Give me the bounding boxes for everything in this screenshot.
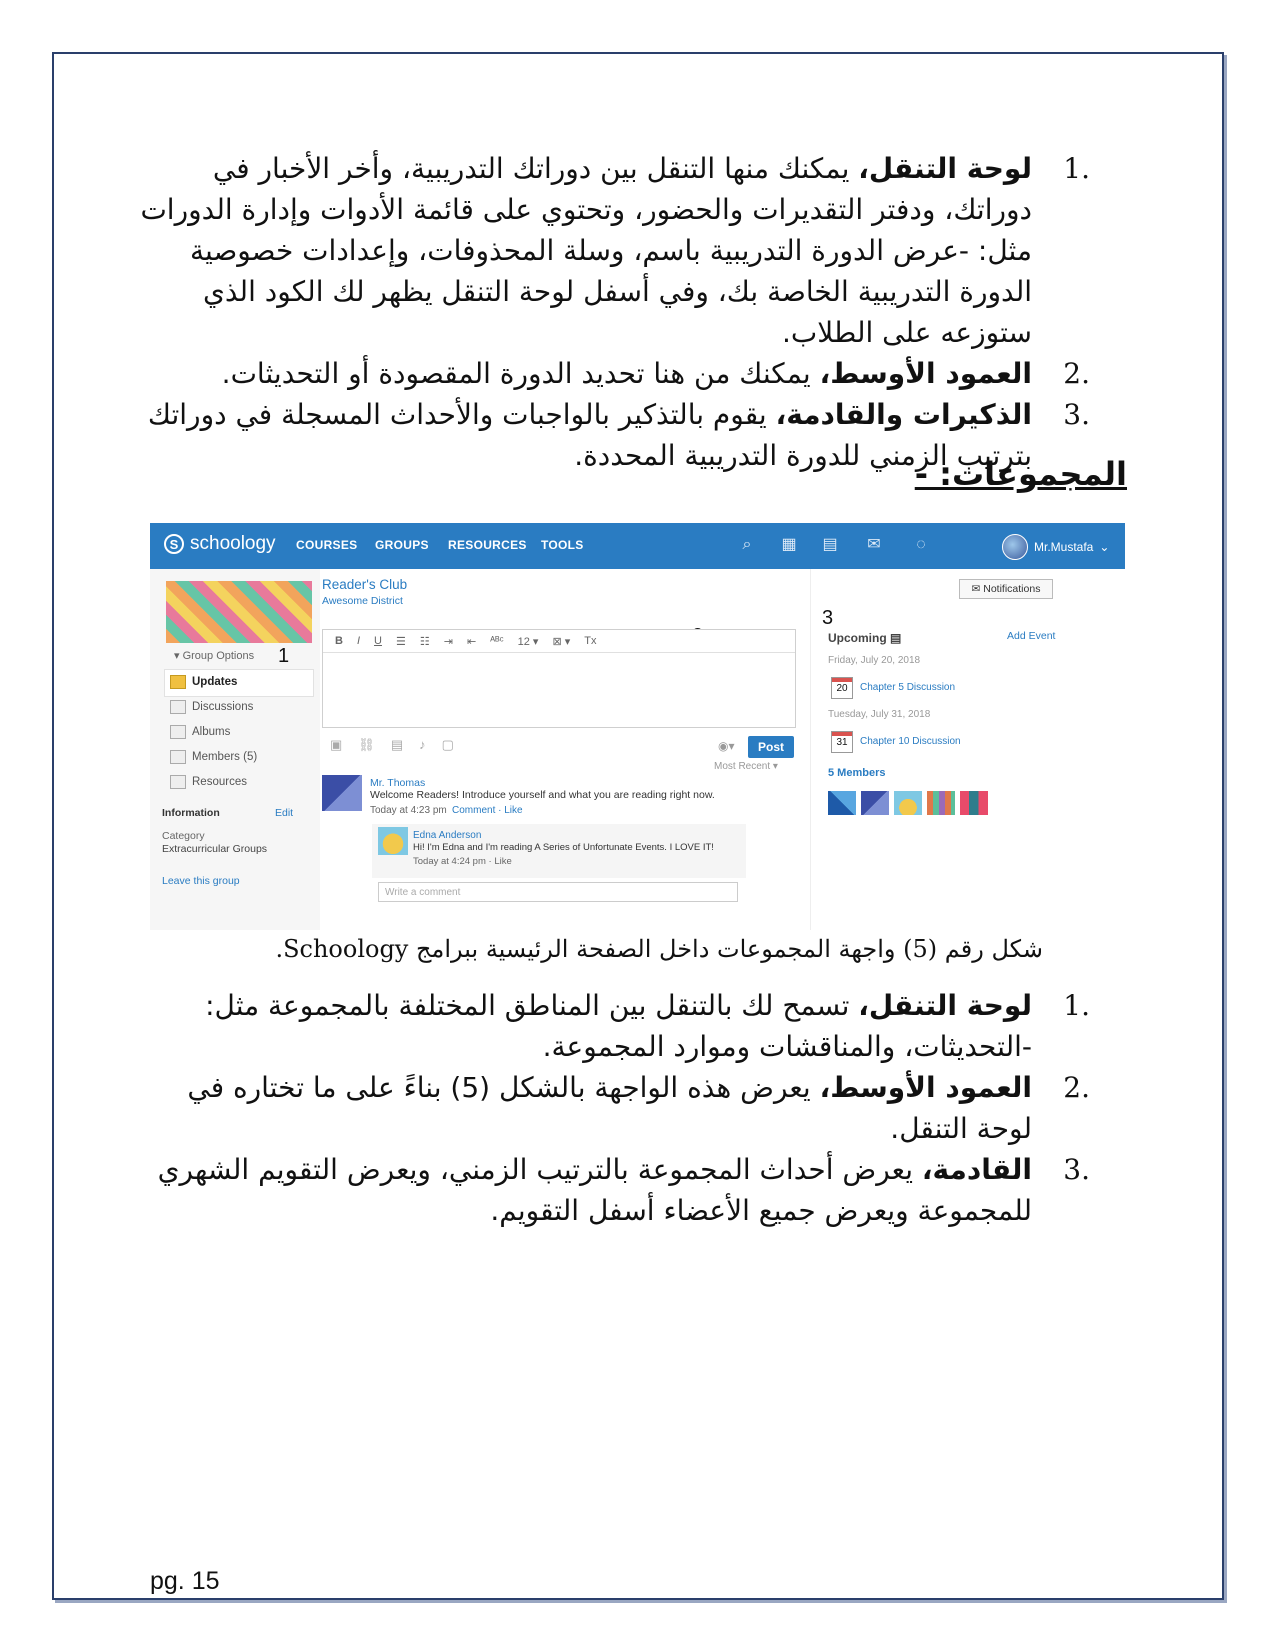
list-item: 1. لوحة التنقل، يمكنك منها التنقل بين دوراتك التدريبية، وأخر الأخبار في دوراتك، ودفتر التقديرات والحضور، وتحتوي على قائمة الأدوات وإدارة الدورات مثل: -عرض الدورة التدريبية باسم، وسلة المحذوفات، وإعدادات خصوصية الدورة التدريبية الخاصة بك، وفي أسفل لوحة التنقل يظهر لك الكود الذي ستوزعه على الطلاب. (140, 152, 1090, 349)
link-icon[interactable]: ⛓ (358, 737, 375, 752)
category-label: Category (162, 830, 205, 842)
reply-text: Hi! I'm Edna and I'm reading A Series of Unfortunate Events. I LOVE IT! (413, 842, 714, 853)
figure-caption: شكل رقم (5) واجهة المجموعات داخل الصفحة الرئيسية ببرامج Schoology. (275, 935, 1043, 963)
avatar (1002, 534, 1028, 560)
member-avatar[interactable] (927, 791, 955, 815)
member-avatar[interactable] (828, 791, 856, 815)
post-actions[interactable]: Comment · Like (452, 805, 523, 816)
group-banner-image (166, 581, 312, 643)
post-author[interactable]: Mr. Thomas (370, 777, 426, 789)
section-heading: المجموعات: - (914, 455, 1127, 493)
group-nav-panel (150, 569, 320, 930)
resource-icon[interactable]: ▤ (390, 737, 404, 752)
intro-list (135, 148, 1090, 476)
numbered-list-icon[interactable]: ☷ (419, 635, 430, 648)
event-link[interactable]: Chapter 10 Discussion (860, 736, 961, 747)
page-number: pg. 15 (150, 1567, 220, 1595)
notifications-button[interactable]: ✉ Notifications (959, 579, 1053, 599)
albums-icon (170, 725, 186, 739)
post-author-avatar (322, 775, 362, 811)
attachment-icons (330, 737, 454, 753)
updates-icon (170, 675, 186, 689)
search-icon[interactable]: ⌕ (742, 536, 752, 553)
member-avatar[interactable] (861, 791, 889, 815)
list-item: 2. العمود الأوسط، يعرض هذه الواجهة بالشكل (5) بناءً على ما تختاره في لوحة التنقل. (187, 1071, 1090, 1145)
add-event-link[interactable]: Add Event (1007, 630, 1056, 642)
nav-resources[interactable]: RESOURCES (448, 538, 527, 552)
calendar-day-icon: 31 (831, 731, 853, 753)
nav-groups[interactable]: GROUPS (375, 538, 429, 552)
post-text: Welcome Readers! Introduce yourself and what you are reading right now. (370, 789, 715, 801)
nav-tools[interactable]: TOOLS (541, 538, 584, 552)
members-icon (170, 750, 186, 764)
list-item: 1. لوحة التنقل، تسمح لك بالتنقل بين المناطق المختلفة بالمجموعة مثل: -التحديثات، والمناقشات وموارد المجموعة. (205, 989, 1090, 1063)
nav-courses[interactable]: COURSES (296, 538, 358, 552)
upcoming-column (810, 569, 1125, 930)
underline-button[interactable]: U (374, 635, 382, 647)
event-date: Tuesday, July 31, 2018 (828, 709, 931, 720)
members-count[interactable]: 5 Members (828, 767, 886, 779)
leave-group-link[interactable]: Leave this group (162, 875, 240, 887)
information-heading: Information (162, 807, 220, 819)
group-options-button[interactable]: ▾ Group Options (174, 650, 255, 662)
post-button[interactable]: Post (748, 736, 794, 758)
reply-author[interactable]: Edna Anderson (413, 830, 482, 841)
schoology-logo[interactable]: S schoology (164, 533, 276, 555)
outdent-icon[interactable]: ⇤ (466, 635, 477, 648)
calendar-day-icon: 20 (831, 677, 853, 699)
groups-list (135, 985, 1090, 1231)
user-menu[interactable]: Mr.Mustafa ⌄ (1002, 534, 1109, 560)
italic-button[interactable]: I (356, 635, 361, 647)
chat-icon[interactable]: ◌ (916, 536, 926, 553)
audio-icon[interactable]: ♪ (419, 737, 426, 752)
event-date: Friday, July 20, 2018 (828, 655, 921, 666)
upcoming-heading: Upcoming ▤ (828, 631, 902, 645)
sidebar-item-resources[interactable]: Resources (170, 775, 247, 789)
file-icon[interactable]: ▣ (330, 737, 343, 752)
sidebar-item-albums[interactable]: Albums (170, 725, 230, 739)
bold-button[interactable]: B (335, 635, 343, 647)
sidebar-item-members[interactable]: Members (5) (170, 750, 257, 764)
group-district: Awesome District (322, 595, 403, 607)
member-avatar[interactable] (894, 791, 922, 815)
edit-link[interactable]: Edit (275, 807, 294, 819)
insert-select[interactable]: ⊠ ▾ (552, 635, 571, 648)
event-link[interactable]: Chapter 5 Discussion (860, 682, 956, 693)
list-item: 3. القادمة، يعرض أحداث المجموعة بالترتيب الزمني، ويعرض التقويم الشهري للمجموعة ويعرض جميع الأعضاء أسفل التقويم. (157, 1153, 1090, 1227)
reply-author-avatar (378, 827, 408, 855)
sidebar-item-updates[interactable]: Updates (170, 675, 237, 689)
calendar-icon: ▤ (890, 631, 902, 645)
comment-input[interactable]: Write a comment (378, 882, 738, 902)
top-navbar (150, 523, 1125, 569)
spellcheck-icon[interactable]: ᴬᴮᶜ (490, 635, 504, 647)
marker-1: 1 (278, 645, 290, 667)
sidebar-item-discussions[interactable]: Discussions (170, 700, 253, 714)
visibility-icon[interactable]: ◉▾ (718, 739, 735, 753)
chevron-down-icon: ⌄ (1099, 540, 1110, 554)
resources-icon (170, 775, 186, 789)
post-editor[interactable] (322, 629, 796, 728)
member-avatar[interactable] (960, 791, 988, 815)
post-time: Today at 4:23 pm (370, 805, 447, 816)
logo-icon: S (164, 534, 184, 554)
editor-toolbar (323, 630, 795, 653)
calendar-icon[interactable]: ▤ (822, 536, 838, 553)
apps-grid-icon[interactable]: ▦ (781, 536, 797, 553)
sort-most-recent[interactable]: Most Recent ▾ (714, 761, 778, 772)
list-item: 2. العمود الأوسط، يمكنك من هنا تحديد الدورة المقصودة أو التحديثات. (221, 357, 1090, 390)
center-column (320, 569, 810, 930)
reply-time[interactable]: Today at 4:24 pm · Like (413, 856, 512, 867)
bullet-list-icon[interactable]: ☰ (395, 635, 406, 648)
discussions-icon (170, 700, 186, 714)
list-item: 3. الذكيرات والقادمة، يقوم بالتذكير بالواجبات والأحداث المسجلة في دوراتك بترتيب الزمني للدورة التدريبية المحددة. (147, 398, 1090, 472)
font-size-select[interactable]: 12 ▾ (517, 635, 539, 648)
group-title: Reader's Club (322, 577, 408, 592)
mail-icon[interactable]: ✉ (867, 536, 881, 553)
clear-format-icon[interactable]: Tx (584, 635, 597, 647)
indent-icon[interactable]: ⇥ (443, 635, 453, 648)
schoology-screenshot (150, 523, 1125, 930)
category-value: Extracurricular Groups (162, 843, 268, 855)
embed-icon[interactable]: ▢ (441, 737, 454, 752)
marker-3: 3 (822, 607, 834, 629)
